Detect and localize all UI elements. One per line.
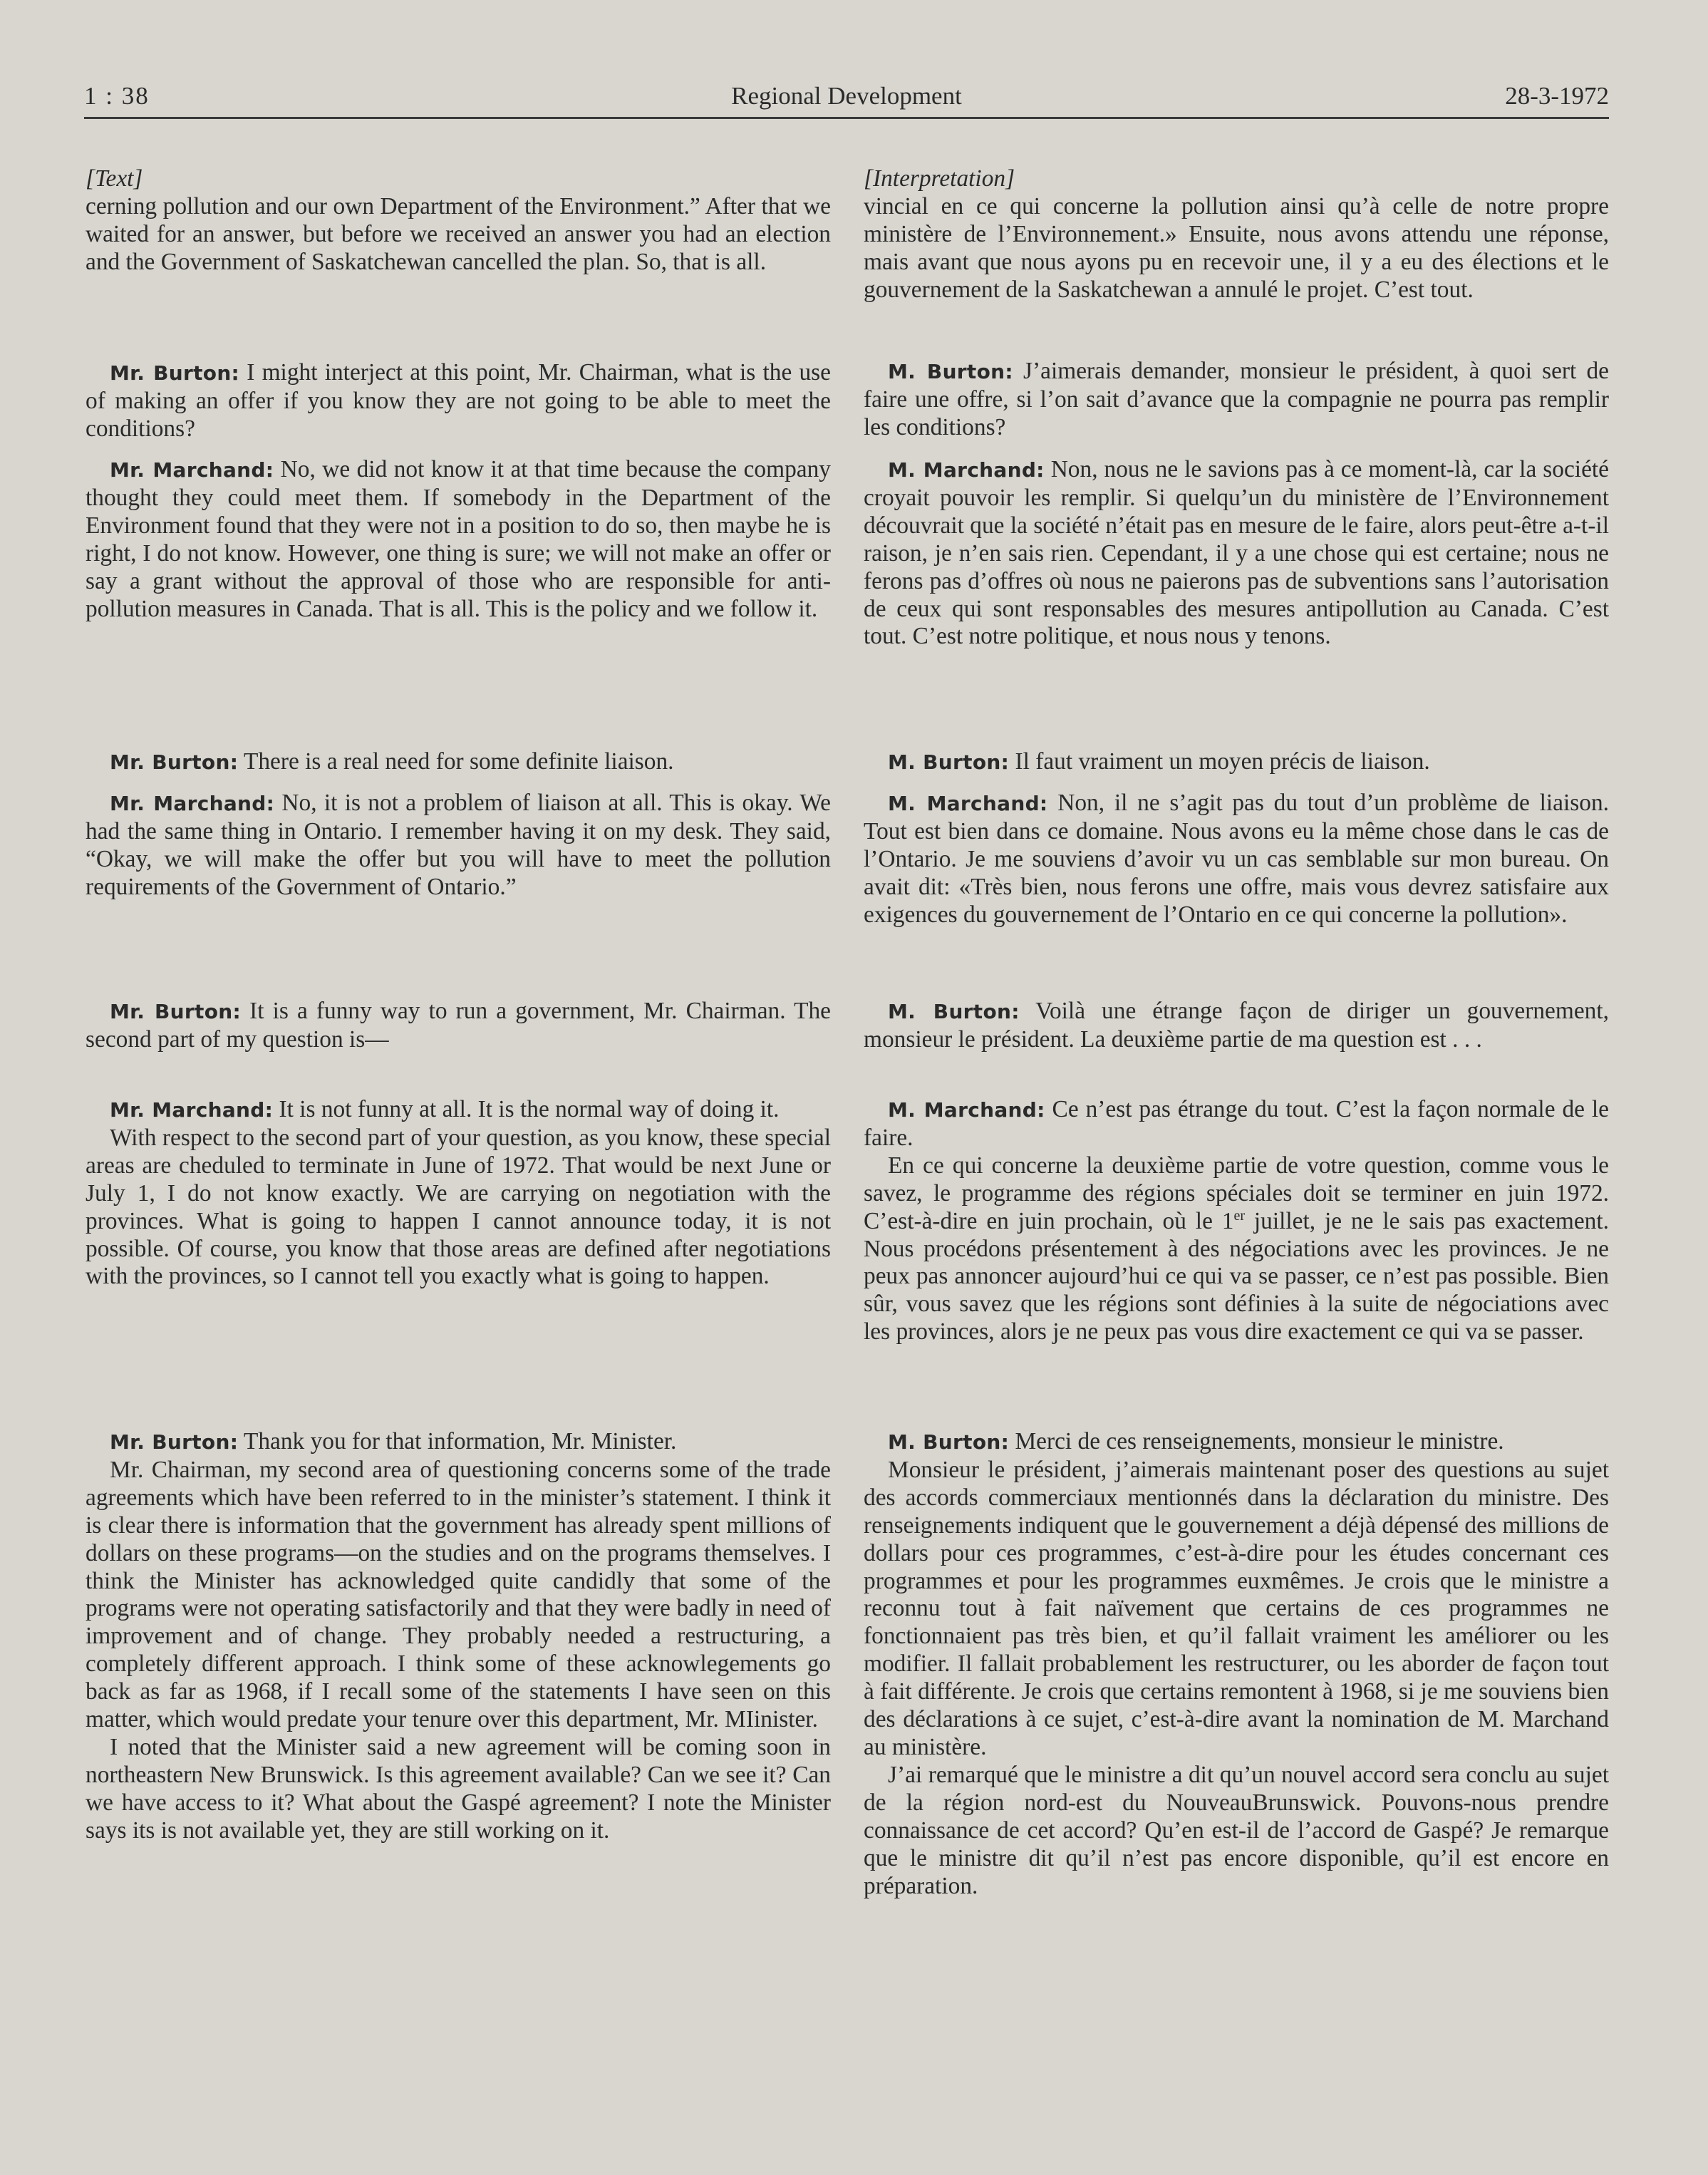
paragraph: vincial en ce qui concerne la pollution ainsi qu’à celle de notre propre ministère de l’Environnement.» Ensuite, nous avons attendu une réponse, mais avant que nous ayons pu en recevoir une, il y a eu des élections et le gouvernement de la Saskatchewan a annulé le projet. C’est tout. — [864, 192, 1609, 303]
english-opening — [86, 165, 831, 277]
speaker-name: Mr. Marchand: — [110, 458, 274, 482]
speaker-name: M. Marchand: — [888, 792, 1048, 815]
paragraph: Monsieur le président, j’aimerais maintenant poser des questions au sujet des accords commerciaux mentionnés dans la déclaration du ministre. Des renseignements indiquent que le gouvernement a déjà dépensé des millions de dollars pour ces programmes, c’est-à-dire pour les études concernant ces programmes et pour les programmes euxmêmes. Je crois que le ministre a reconnu tout à fait naïvement que certains de ces programmes ne fonctionnaient pas très bien, et qu’il fallait vraiment les améliorer ou les modifier. Il fallait probablement les restructurer, ou les aborder de façon tout à fait différente. Je crois que certains remontent à 1968, si je me souviens bien des déclarations à ce sujet, c’est-à-dire avant la nomination de M. Marchand au ministère. — [864, 1456, 1609, 1760]
speech-burton-4-fr — [864, 1428, 1609, 1900]
paragraph: I noted that the Minister said a new agreement will be coming soon in northeastern New Brunswick. Is this agreement available? Can we see it? Can we have access to it? What about the Gaspé agreement? I note the Minister says its is not available yet, they are still working on it. — [86, 1733, 831, 1844]
speaker-name: M. Burton: — [888, 360, 1013, 383]
speaker-name: Mr. Burton: — [110, 361, 240, 385]
speech-text: Voilà une étrange façon de diriger un gouvernement, monsieur le président. La deuxième partie de ma question est . . . — [864, 998, 1609, 1053]
speech-burton-3-fr — [864, 998, 1609, 1054]
speech-marchand-2 — [86, 790, 831, 901]
speech-burton-1 — [86, 359, 831, 443]
speech-text: Non, il ne s’agit pas du tout d’un problème de liaison. Tout est bien dans ce domaine. Nous avons eu la même chose dans le cas de l’Ontario. Je me souviens d’avoir vu un cas semblable sur mon bureau. On avait dit: «Très bien, nous ferons une offre, mais vous devrez satisfaire aux exigences du gouvernement de l’Ontario en ce qui concerne la pollution». — [864, 790, 1609, 928]
speech-burton-2 — [86, 748, 831, 777]
paragraph: J’ai remarqué que le ministre a dit qu’un nouvel accord sera conclu au sujet de la région nord-est du NouveauBrunswick. Pouvons-nous prendre connaissance de cet accord? Qu’en est-il de l’accord de Gaspé? Je remarque que le ministre dit qu’il n’est pas encore disponible, qu’il est encore en préparation. — [864, 1761, 1609, 1899]
speech-text: No, it is not a problem of liaison at all. This is okay. We had the same thing in Ontario. I remember having it on my desk. They said, “Okay, we will make the offer but you will have to meet the pollution requirements of the Government of Ontario.” — [86, 790, 831, 900]
speech-burton-3 — [86, 998, 831, 1054]
speech-burton-2-fr — [864, 748, 1609, 777]
speaker-name: M. Burton: — [888, 1430, 1010, 1454]
header-date: 28-3-1972 — [1505, 82, 1609, 110]
section-label: [Interpretation] — [864, 165, 1015, 192]
page-header — [84, 80, 1609, 119]
speech-burton-4 — [86, 1428, 831, 1845]
speech-text: J’aimerais demander, monsieur le président, à quoi sert de faire une offre, si l’on sait d’avance que la compagnie ne pourra pas remplir les conditions? — [864, 358, 1609, 440]
speech-text: There is a real need for some definite liaison. — [243, 748, 674, 775]
speech-marchand-3 — [86, 1096, 831, 1291]
superscript: er — [1233, 1207, 1246, 1224]
speech-text: No, we did not know it at that time because the company thought they could meet them. If somebody in the Department of the Environment found that they were not in a position to do so, then maybe he is right, I do not know. However, one thing is sure; we will not make an offer or say a grant without the approval of those who are responsible for anti-pollution measures in Canada. That is all. This is the policy and we follow it. — [86, 456, 831, 622]
running-title: Regional Development — [731, 82, 962, 110]
speaker-name: M. Marchand: — [888, 1098, 1045, 1122]
paragraph: Mr. Chairman, my second area of questioning concerns some of the trade agreements which have been referred to in the minister’s statement. I think it is clear there is information that the government has already spent millions of dollars on these programs—on the studies and on the programs themselves. I think the Minister has acknowledged quite candidly that some of the programs were not operating satisfactorily and that they were badly in need of improvement and of change. They probably needed a restructuring, a completely different approach. I think some of these acknowlegements go back as far as 1968, if I recall some of the statements I have seen on this matter, which would predate your tenure over this department, Mr. MIinister. — [86, 1456, 831, 1733]
section-label: [Text] — [86, 165, 143, 192]
speech-text: Merci de ces renseignements, monsieur le ministre. — [1015, 1428, 1504, 1455]
french-opening — [864, 165, 1609, 304]
speaker-name: Mr. Marchand: — [110, 1098, 274, 1122]
speech-text: Thank you for that information, Mr. Minister. — [243, 1428, 677, 1455]
speech-marchand-1 — [86, 456, 831, 623]
speech-text: Il faut vraiment un moyen précis de liaison. — [1015, 748, 1430, 775]
speaker-name: M. Burton: — [888, 1000, 1020, 1023]
speech-text: It is not funny at all. It is the normal way of doing it. — [279, 1096, 780, 1122]
speech-text: Non, nous ne le savions pas à ce moment-là, car la société croyait pouvoir les remplir. Si quelqu’un du ministère de l’Environnement découvrait que la société n’était pas en mesure de le faire, alors peut-être a-t-il raison, je n’en sais rien. Cependant, il y a une chose qui est certaine; nous ne ferons pas d’offres où nous ne paierons pas de subventions sans l’autorisation de ceux qui sont responsables des mesures antipollution au Canada. C’est tout. C’est notre politique, et nous nous y tenons. — [864, 456, 1609, 650]
speech-text: Ce n’est pas étrange du tout. C’est la façon normale de le faire. — [864, 1096, 1609, 1151]
speech-marchand-3-fr — [864, 1096, 1609, 1346]
speaker-name: Mr. Burton: — [110, 1430, 239, 1454]
speaker-name: Mr. Burton: — [110, 1000, 241, 1023]
speech-burton-1-fr — [864, 358, 1609, 442]
speaker-name: Mr. Burton: — [110, 750, 239, 774]
speaker-name: M. Burton: — [888, 750, 1010, 774]
speaker-name: Mr. Marchand: — [110, 792, 275, 815]
speaker-name: M. Marchand: — [888, 458, 1045, 482]
speech-text: I might interject at this point, Mr. Chairman, what is the use of making an offer if you know they are not going to be able to meet the conditions? — [86, 359, 831, 442]
paragraph: With respect to the second part of your question, as you know, these special areas are cheduled to terminate in June of 1972. That would be next June or July 1, I do not know exactly. We are carrying on negotiation with the provinces. What is going to happen I cannot announce today, it is not possible. Of course, you know that those areas are defined after negotiations with the provinces, so I cannot tell you exactly what is going to happen. — [86, 1124, 831, 1290]
speech-marchand-2-fr — [864, 790, 1609, 929]
speech-text: It is a funny way to run a government, Mr. Chairman. The second part of my question is— — [86, 998, 832, 1053]
paragraph: En ce qui concerne la deuxième partie de votre question, comme vous le savez, le programme des régions spéciales doit se terminer en juin 1972. C’est-à-dire en juin prochain, où le 1er juillet, je ne le sais pas exactement. Nous procédons présentement à des négociations avec les provinces. Je ne peux pas annoncer aujourd’hui ce qui va se passer, ce n’est pas possible. Bien sûr, vous savez que les régions sont définies à la suite de négociations avec les provinces, alors je ne peux pas vous dire exactement ce qui va se passer. — [864, 1152, 1609, 1345]
speech-marchand-1-fr — [864, 456, 1609, 651]
paragraph: cerning pollution and our own Department of the Environment.” After that we waited for an answer, but before we received an answer you had an election and the Government of Saskatchewan cancelled the plan. So, that is all. — [86, 192, 831, 275]
page-number: 1 : 38 — [84, 82, 150, 110]
